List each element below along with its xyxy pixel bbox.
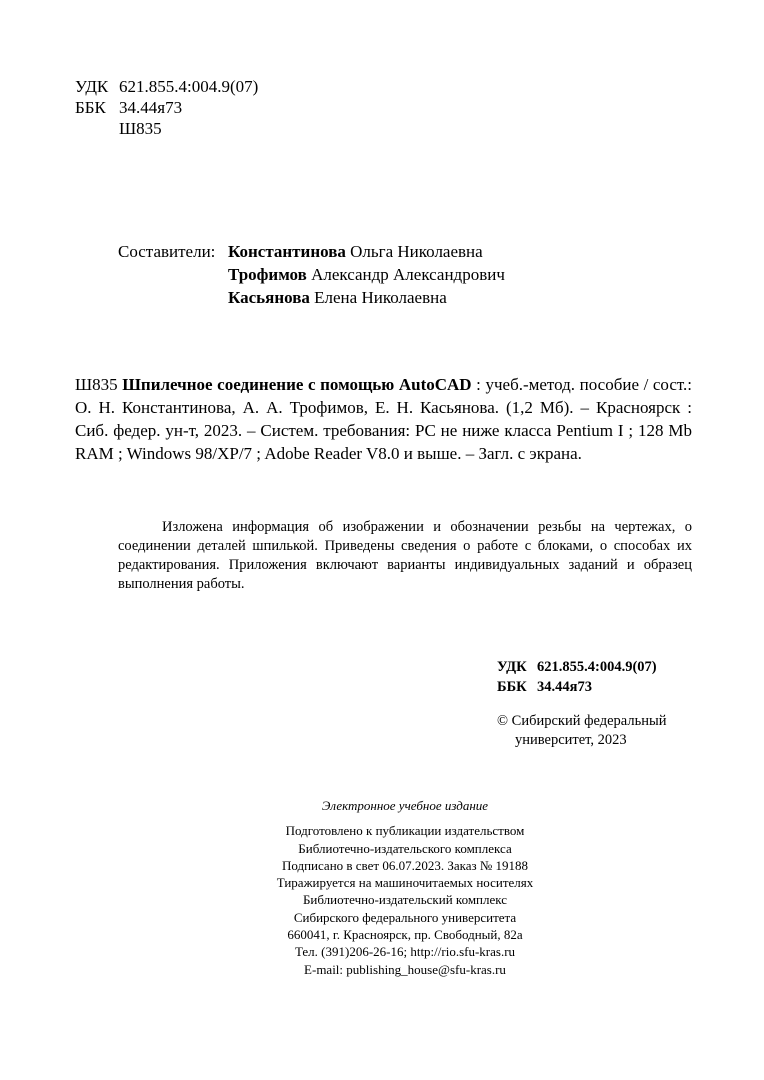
udk-label: УДК xyxy=(75,77,109,96)
compiler-surname: Касьянова xyxy=(228,288,310,307)
imprint-line: E-mail: publishing_house@sfu-kras.ru xyxy=(304,961,506,977)
compiler-name: Ольга Николаевна xyxy=(350,242,483,261)
udk-label: УДК xyxy=(497,659,527,675)
compiler-surname: Трофимов xyxy=(228,265,307,284)
bbk-label: ББК xyxy=(497,679,527,695)
bbk-value: 34.44я73 xyxy=(537,679,592,695)
imprint-line: 660041, г. Красноярск, пр. Свободный, 82а xyxy=(287,927,523,943)
abstract-text: Изложена информация об изображении и обозначении резьбы на чертежах, о соединении деталей шпилькой. Приведены сведения о работе с блоками, о способах их редактирования. Приложения включают варианты индивидуальных заданий и образец выполнения работы. xyxy=(118,519,692,592)
classification-codes-repeat xyxy=(497,657,657,697)
compiler-row xyxy=(118,286,505,309)
bbk-line xyxy=(75,97,258,118)
bibliographic-sign: Ш835 xyxy=(75,375,118,394)
copyright-line-2: университет, 2023 xyxy=(515,732,627,748)
imprint-line: Библиотечно-издательского комплекса xyxy=(298,840,512,856)
compilers-label: Составители: xyxy=(118,242,216,261)
imprint-line: Сибирского федерального университета xyxy=(293,909,517,925)
udk-value: 621.855.4:004.9(07) xyxy=(119,77,259,96)
compiler-surname: Константинова xyxy=(228,242,346,261)
imprint-line: Тиражируется на машиночитаемых носителях xyxy=(276,875,534,891)
imprint-line: Тел. (391)206-26-16; http://rio.sfu-kras.ru xyxy=(294,944,516,960)
compilers-block xyxy=(118,240,505,309)
copyright-notice xyxy=(497,712,666,750)
bbk-value: 34.44я73 xyxy=(119,98,183,117)
compiler-row xyxy=(118,263,505,286)
udk-line xyxy=(75,76,258,97)
author-sign: Ш835 xyxy=(119,119,162,138)
imprint-line: Библиотечно-издательский комплекс xyxy=(302,892,508,908)
bbk-label: ББК xyxy=(75,98,106,117)
imprint-line: Подписано в свет 06.07.2023. Заказ № 19188 xyxy=(281,857,529,873)
book-title: Шпилечное соединение с помощью AutoCAD xyxy=(122,375,472,394)
udk-line xyxy=(497,657,657,677)
compiler-name: Елена Николаевна xyxy=(314,288,447,307)
udk-value: 621.855.4:004.9(07) xyxy=(537,659,657,675)
imprint-line: Подготовлено к публикации издательством xyxy=(285,823,525,839)
edition-type: Электронное учебное издание xyxy=(321,798,489,813)
bibliographic-record xyxy=(75,373,692,465)
bbk-line xyxy=(497,677,657,697)
classification-codes xyxy=(75,76,258,139)
bibliographic-description: : учеб.-метод. пособие / сост.: О. Н. Константинова, А. А. Трофимов, Е. Н. Касьянова. (1,2 Мб). – Красноярск : Сиб. федер. ун-т, 2023. – Систем. требования: PC не ниже класса Pentium I ; 128 Mb RAM ; Windows 98/XP/7 ; Adobe Reader V8.0 и выше. – Загл. с экрана. xyxy=(75,375,693,463)
copyright-line-1: © Сибирский федеральный xyxy=(497,713,667,729)
imprint-block xyxy=(200,797,610,978)
compiler-name: Александр Александрович xyxy=(311,265,505,284)
compiler-row xyxy=(118,240,505,263)
